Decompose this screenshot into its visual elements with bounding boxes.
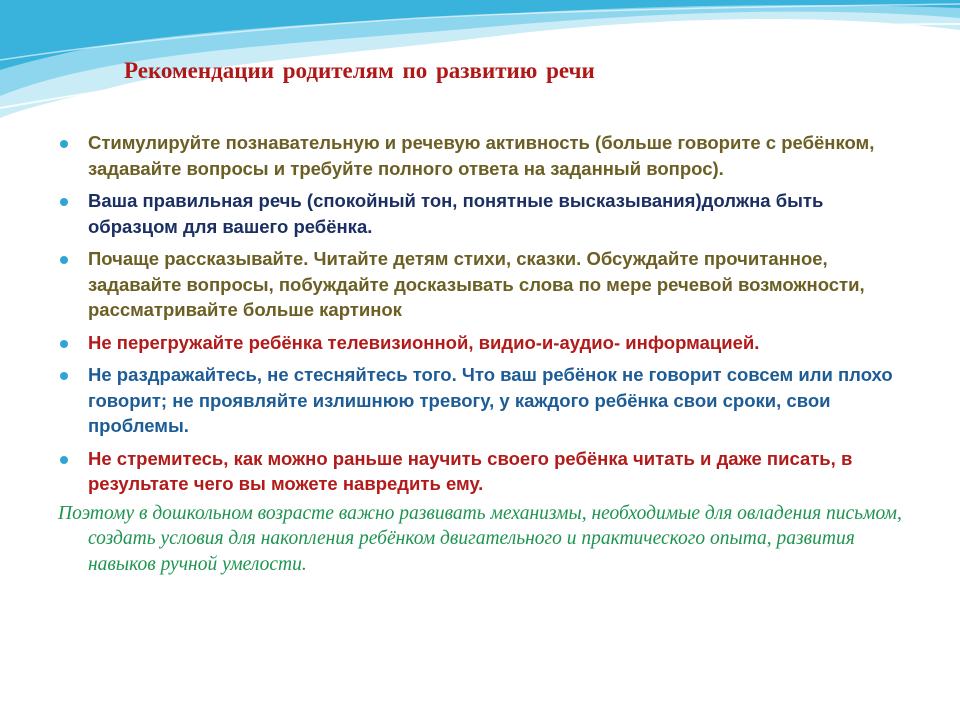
list-item: [58, 330, 908, 356]
bullet-dot-icon: [60, 198, 68, 206]
bullet-dot-icon: [60, 140, 68, 148]
bullet-dot-icon: [60, 256, 68, 264]
list-item-text: Не стремитесь, как можно раньше научить своего ребёнка читать и даже писать, в результате чего вы можете навредить ему.: [88, 447, 853, 494]
list-item-text: Почаще рассказывайте. Читайте детям стихи, сказки. Обсуждайте прочитанное, задавайте вопросы, побуждайте досказывать слова по мере речевой возможности, рассматривайте больше картинок: [88, 248, 865, 320]
list-item-text: Не раздражайтесь, не стесняйтесь того. Что ваш ребёнок не говорит совсем или плохо говорит; не проявляйте излишнюю тревогу, у каждого ребёнка свои сроки, свои проблемы.: [88, 364, 893, 436]
list-item-text: Ваша правильная речь (спокойный тон, понятные высказывания)должна быть образцом для вашего ребёнка.: [88, 190, 824, 237]
bullet-dot-icon: [60, 340, 68, 348]
list-item-text: Стимулируйте познавательную и речевую активность (больше говорите с ребёнком, задавайте вопросы и требуйте полного ответа на заданный вопрос).: [88, 132, 875, 179]
recommendations-list: [58, 130, 908, 497]
bullet-dot-icon: [60, 372, 68, 380]
slide-title: Рекомендации родителям по развитию речи: [124, 58, 595, 83]
bullet-dot-icon: [60, 456, 68, 464]
slide-content: [58, 130, 908, 597]
list-item: [58, 188, 908, 239]
list-item: [58, 130, 908, 181]
conclusion-paragraph: Поэтому в дошкольном возрасте важно развивать механизмы, необходимые для овладения письмом, создать условия для накопления ребёнком двигательного и практического опыта, развития навыков ручной умелости.: [58, 502, 902, 575]
list-item: [58, 362, 908, 439]
list-item: [58, 246, 908, 323]
list-item: [58, 446, 908, 497]
list-item-text: Не перегружайте ребёнка телевизионной, видио-и-аудио- информацией.: [88, 331, 760, 353]
